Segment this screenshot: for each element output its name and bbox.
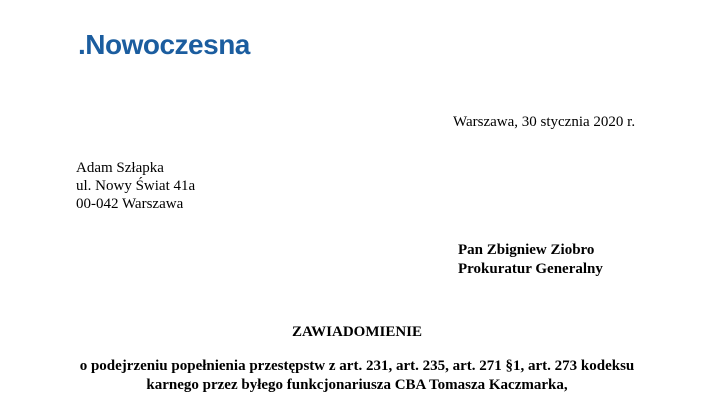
document-subject: [0, 357, 714, 395]
subject-line: karnego przez byłego funkcjonariusza CBA Tomasza Kaczmarka,: [146, 377, 568, 393]
sender-address-block: [76, 159, 195, 213]
document-title: ZAWIADOMIENIE: [291, 324, 423, 340]
sender-name: Adam Szłapka: [76, 160, 164, 176]
recipient-block: [458, 241, 603, 279]
sender-city: 00-042 Warszawa: [76, 196, 184, 212]
sender-street: ul. Nowy Świat 41a: [76, 178, 196, 194]
place-and-date: Warszawa, 30 stycznia 2020 r.: [453, 114, 636, 130]
recipient-title: Prokuratur Generalny: [458, 261, 603, 277]
subject-line: o podejrzeniu popełnienia przestępstw z art. 231, art. 235, art. 271 §1, art. 273 kodeksu: [79, 358, 635, 374]
recipient-name: Pan Zbigniew Ziobro: [458, 242, 595, 258]
nowoczesna-logo: .Nowoczesna: [78, 29, 250, 60]
